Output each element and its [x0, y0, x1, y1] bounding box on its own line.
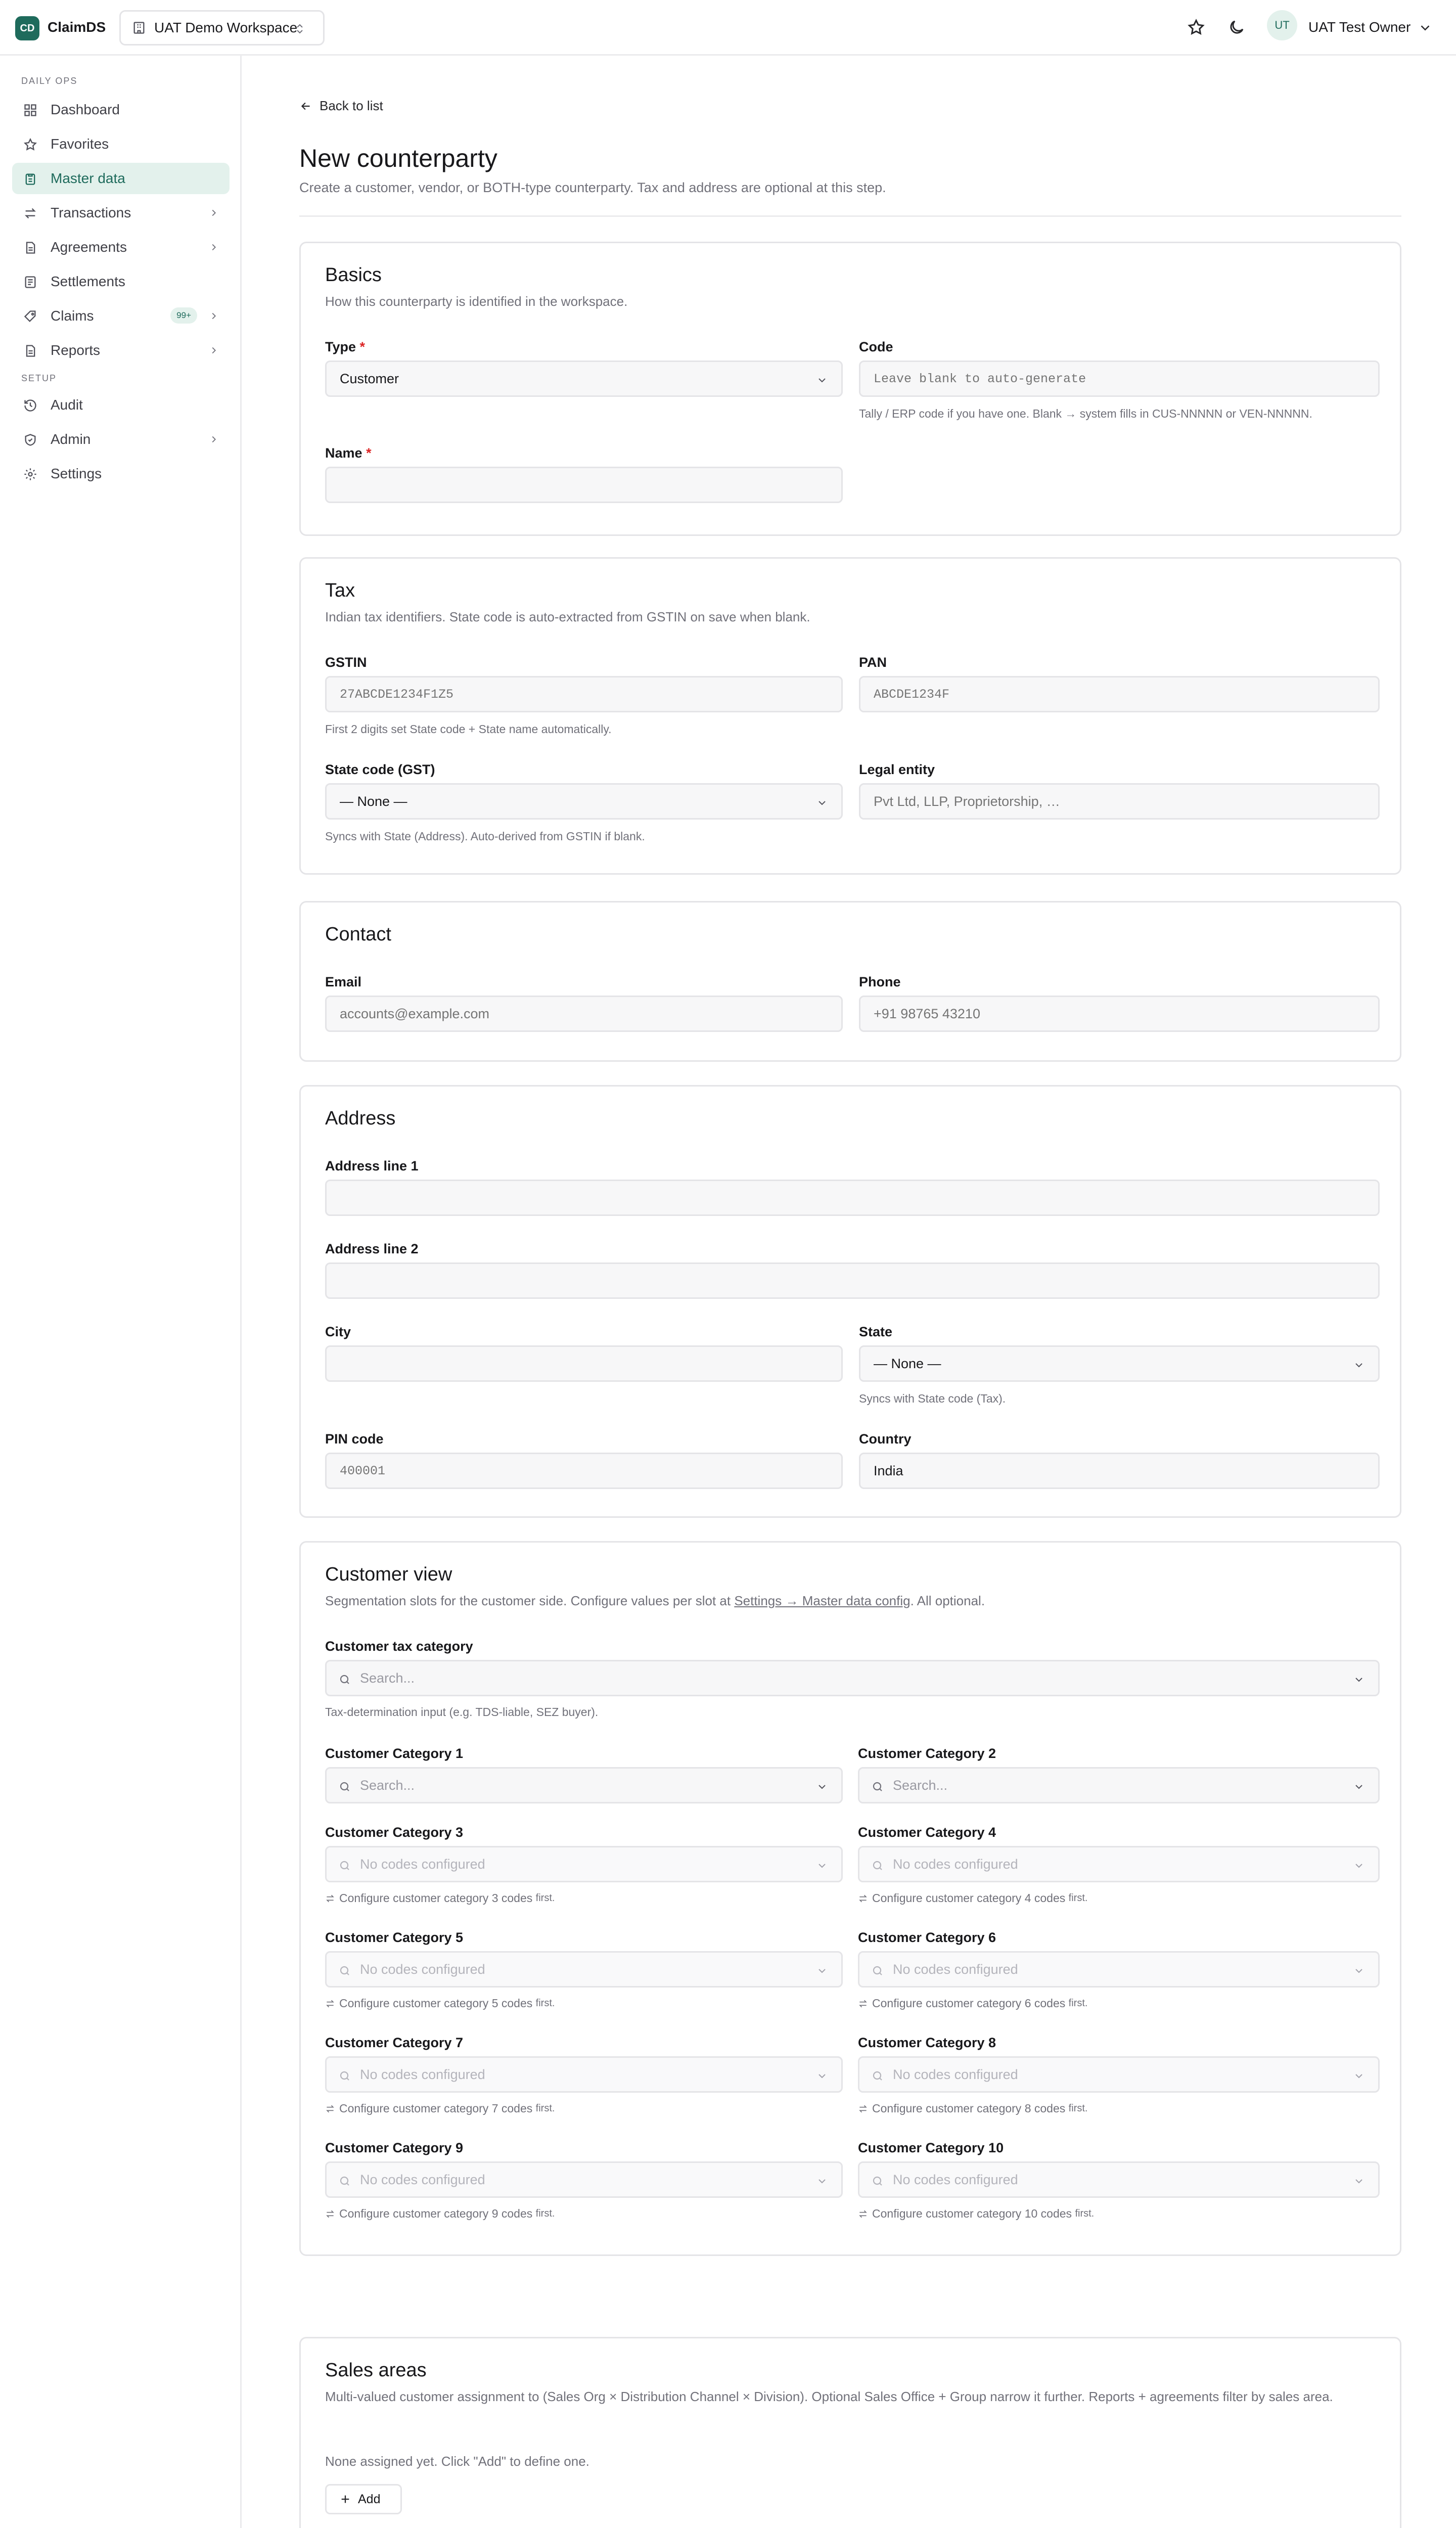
sidebar — [0, 56, 242, 2528]
legal-entity-input[interactable] — [859, 783, 1380, 820]
section-desc: How this counterparty is identified in the workspace. — [325, 294, 628, 309]
email-input[interactable] — [325, 996, 843, 1032]
section-desc: Multi-valued customer assignment to (Sales Org × Distribution Channel × Division). Optional Sales Office + Group narrow it further. Reports + agreements filter by sales area. — [325, 2389, 1333, 2404]
address-line2-label: Address line 2 — [325, 1241, 419, 1256]
search-icon — [872, 1860, 884, 1872]
country-input[interactable]: India — [859, 1453, 1380, 1489]
category-combobox-disabled[interactable]: No codes configured — [325, 1846, 843, 1882]
code-input[interactable] — [859, 360, 1380, 397]
configure-codes-link[interactable]: Configure customer category 7 codes first. — [325, 2102, 555, 2115]
category-2-combobox[interactable]: Search... — [858, 1767, 1380, 1803]
chevron-right-icon — [208, 242, 219, 253]
configure-codes-link[interactable]: Configure customer category 10 codes first. — [858, 2207, 1094, 2221]
sidebar-item-transactions[interactable] — [12, 197, 230, 229]
category-2-label: Customer Category 2 — [858, 1746, 996, 1761]
category-label: Customer Category 6 — [858, 1930, 996, 1945]
sidebar-item-label: Agreements — [51, 239, 127, 255]
chevron-right-icon — [208, 207, 219, 218]
empty-state-text: None assigned yet. Click "Add" to define one. — [325, 2454, 589, 2469]
gstin-help: First 2 digits set State code + State name automatically. — [325, 723, 612, 736]
plus-icon — [340, 2494, 351, 2505]
chevron-down-icon — [1353, 2175, 1365, 2187]
code-label: Code — [859, 339, 893, 354]
configure-codes-link[interactable]: Configure customer category 3 codes first. — [325, 1891, 555, 1905]
user-name[interactable]: UAT Test Owner — [1308, 19, 1411, 35]
chevron-down-icon — [1353, 1965, 1365, 1977]
state-select[interactable]: — None — — [859, 1345, 1380, 1382]
chevron-down-icon — [816, 1965, 828, 1977]
state-code-label: State code (GST) — [325, 762, 435, 777]
chevron-down-icon — [1353, 2070, 1365, 2082]
add-sales-area-button[interactable] — [325, 2484, 402, 2514]
top-bar — [0, 0, 1456, 56]
arrows-icon — [325, 1893, 335, 1904]
search-icon — [339, 1781, 351, 1793]
section-label: DAILY OPS — [21, 76, 78, 86]
city-input[interactable] — [325, 1345, 843, 1382]
search-icon — [339, 2175, 351, 2187]
workspace-switcher[interactable] — [119, 10, 325, 46]
name-label: Name * — [325, 445, 372, 461]
app-name: ClaimDS — [48, 19, 106, 35]
building-icon — [132, 21, 146, 35]
category-combobox-disabled[interactable]: No codes configured — [325, 2056, 843, 2093]
file-icon — [23, 241, 37, 255]
add-button-label: Add — [358, 2492, 381, 2506]
category-label: Customer Category 9 — [325, 2140, 464, 2155]
chevron-right-icon — [208, 310, 219, 322]
tax-category-combobox[interactable]: Search... — [325, 1660, 1380, 1696]
phone-label: Phone — [859, 974, 901, 989]
chevron-down-icon — [1353, 1359, 1365, 1371]
sidebar-item-settings[interactable] — [12, 458, 230, 489]
configure-codes-link[interactable]: Configure customer category 9 codes first. — [325, 2207, 555, 2221]
page-subtitle: Create a customer, vendor, or BOTH-type counterparty. Tax and address are optional at this step. — [299, 180, 886, 195]
category-combobox-disabled[interactable]: No codes configured — [858, 1951, 1380, 1988]
category-label: Customer Category 8 — [858, 2035, 996, 2050]
category-1-combobox[interactable]: Search... — [325, 1767, 843, 1803]
chevron-down-icon — [1353, 1781, 1365, 1793]
pan-input[interactable] — [859, 676, 1380, 712]
arrows-icon — [325, 2104, 335, 2114]
arrows-icon — [325, 1999, 335, 2009]
count-badge: 99+ — [170, 307, 197, 324]
app-logo[interactable]: CD — [15, 16, 39, 40]
grid-icon — [23, 103, 37, 117]
configure-codes-link[interactable]: Configure customer category 8 codes first. — [858, 2102, 1087, 2115]
moon-icon[interactable] — [1227, 18, 1246, 36]
category-combobox-disabled[interactable]: No codes configured — [858, 2161, 1380, 2198]
search-icon — [339, 2070, 351, 2082]
shield-icon — [23, 433, 37, 447]
sidebar-item-admin[interactable] — [12, 424, 230, 455]
section-title: Address — [325, 1108, 396, 1129]
workspace-name: UAT Demo Workspace — [154, 20, 298, 35]
tax-category-label: Customer tax category — [325, 1639, 473, 1654]
gstin-label: GSTIN — [325, 655, 367, 670]
address-card — [299, 1085, 1401, 1518]
basics-card — [299, 242, 1401, 536]
sidebar-item-dashboard[interactable] — [12, 94, 230, 125]
section-desc: Indian tax identifiers. State code is auto-extracted from GSTIN on save when blank. — [325, 609, 810, 624]
chevron-down-icon — [816, 2070, 828, 2082]
sidebar-item-label: Claims — [51, 308, 94, 324]
arrow-left-icon — [299, 100, 312, 113]
email-label: Email — [325, 974, 362, 989]
category-1-label: Customer Category 1 — [325, 1746, 464, 1761]
section-title: Tax — [325, 580, 355, 601]
category-combobox-disabled[interactable]: No codes configured — [325, 1951, 843, 1988]
arrows-icon — [858, 2104, 868, 2114]
chevron-down-icon — [816, 374, 828, 386]
state-code-select[interactable]: — None — — [325, 783, 843, 820]
list-icon — [23, 275, 37, 289]
search-icon — [872, 2175, 884, 2187]
main-content — [242, 56, 1456, 2528]
category-label: Customer Category 10 — [858, 2140, 1004, 2155]
state-label: State — [859, 1324, 893, 1339]
sidebar-item-favorites[interactable] — [12, 128, 230, 160]
sidebar-item-label: Admin — [51, 431, 91, 447]
page-title: New counterparty — [299, 144, 497, 172]
sidebar-item-master-data[interactable] — [12, 163, 230, 194]
configure-codes-link[interactable]: Configure customer category 5 codes first. — [325, 1997, 555, 2010]
search-icon — [339, 1965, 351, 1977]
sidebar-item-reports[interactable] — [12, 335, 230, 366]
sales-areas-card — [299, 2337, 1401, 2528]
chevron-down-icon — [1353, 1674, 1365, 1686]
city-label: City — [325, 1324, 351, 1339]
sidebar-item-label: Audit — [51, 397, 83, 413]
search-icon — [872, 1781, 884, 1793]
sidebar-item-label: Settlements — [51, 274, 125, 289]
sidebar-item-label: Dashboard — [51, 102, 120, 117]
sidebar-item-settlements[interactable] — [12, 266, 230, 297]
section-desc: Segmentation slots for the customer side. Configure values per slot at Settings → Master data config. All optional. — [325, 1593, 985, 1608]
address-line1-label: Address line 1 — [325, 1158, 419, 1173]
code-help: Tally / ERP code if you have one. Blank → system fills in CUS-NNNNN or VEN-NNNNN. — [859, 407, 1312, 420]
sidebar-item-claims[interactable] — [12, 300, 230, 332]
sidebar-item-label: Favorites — [51, 136, 109, 152]
section-title: Customer view — [325, 1564, 452, 1585]
chevron-down-icon — [816, 1860, 828, 1872]
sidebar-item-agreements[interactable] — [12, 232, 230, 263]
address-line1-input[interactable] — [325, 1180, 1380, 1216]
section-label: SETUP — [21, 373, 57, 383]
gear-icon — [23, 467, 37, 481]
customer-view-card — [299, 1541, 1401, 2256]
arrows-icon — [325, 2209, 335, 2219]
arrows-icon — [858, 1999, 868, 2009]
category-combobox-disabled[interactable]: No codes configured — [325, 2161, 843, 2198]
star-icon[interactable] — [1187, 18, 1205, 36]
back-link-label: Back to list — [320, 98, 383, 113]
avatar[interactable]: UT — [1267, 10, 1297, 40]
arrows-icon — [858, 1893, 868, 1904]
sidebar-item-label: Settings — [51, 466, 102, 481]
chevron-up-down-icon — [294, 22, 306, 35]
star-icon — [23, 138, 37, 152]
chevron-down-icon[interactable] — [1418, 20, 1433, 35]
phone-input[interactable] — [859, 996, 1380, 1032]
chevron-down-icon — [816, 1781, 828, 1793]
arrows-icon — [23, 206, 37, 220]
configure-codes-link[interactable]: Configure customer category 6 codes first. — [858, 1997, 1087, 2010]
type-select[interactable]: Customer — [325, 360, 843, 397]
search-icon — [339, 1860, 351, 1872]
search-icon — [339, 1674, 351, 1686]
section-title: Contact — [325, 924, 391, 945]
category-label: Customer Category 7 — [325, 2035, 464, 2050]
category-label: Customer Category 5 — [325, 1930, 464, 1945]
chevron-down-icon — [816, 2175, 828, 2187]
chevron-right-icon — [208, 434, 219, 445]
history-icon — [23, 398, 37, 413]
contact-card — [299, 901, 1401, 1062]
chevron-down-icon — [816, 797, 828, 809]
legal-entity-label: Legal entity — [859, 762, 935, 777]
arrows-icon — [858, 2209, 868, 2219]
category-label: Customer Category 3 — [325, 1825, 464, 1840]
chevron-down-icon — [1353, 1860, 1365, 1872]
sidebar-item-label: Transactions — [51, 205, 131, 220]
tag-icon — [23, 309, 37, 324]
category-label: Customer Category 4 — [858, 1825, 996, 1840]
gstin-input[interactable] — [325, 676, 843, 712]
address-line2-input[interactable] — [325, 1262, 1380, 1299]
country-label: Country — [859, 1431, 912, 1447]
search-icon — [872, 1965, 884, 1977]
sidebar-item-label: Reports — [51, 342, 101, 358]
sidebar-item-label: Master data — [51, 170, 125, 186]
section-title: Sales areas — [325, 2360, 427, 2381]
category-combobox-disabled[interactable]: No codes configured — [858, 1846, 1380, 1882]
file-icon — [23, 344, 37, 358]
tax-category-help: Tax-determination input (e.g. TDS-liable, SEZ buyer). — [325, 1705, 599, 1719]
sidebar-item-audit[interactable] — [12, 389, 230, 421]
category-combobox-disabled[interactable]: No codes configured — [858, 2056, 1380, 2093]
state-help: Syncs with State code (Tax). — [859, 1392, 1006, 1405]
type-label: Type * — [325, 339, 366, 354]
master-data-config-link[interactable]: Settings → Master data config — [734, 1593, 911, 1608]
clipboard-icon — [23, 172, 37, 186]
pin-input[interactable] — [325, 1453, 843, 1489]
back-link[interactable] — [299, 98, 383, 114]
name-input[interactable] — [325, 467, 843, 503]
search-icon — [872, 2070, 884, 2082]
tax-card — [299, 557, 1401, 875]
chevron-right-icon — [208, 345, 219, 356]
pin-label: PIN code — [325, 1431, 384, 1447]
pan-label: PAN — [859, 655, 887, 670]
section-title: Basics — [325, 264, 382, 286]
divider — [299, 215, 1401, 217]
state-code-help: Syncs with State (Address). Auto-derived from GSTIN if blank. — [325, 830, 645, 843]
configure-codes-link[interactable]: Configure customer category 4 codes first. — [858, 1891, 1087, 1905]
